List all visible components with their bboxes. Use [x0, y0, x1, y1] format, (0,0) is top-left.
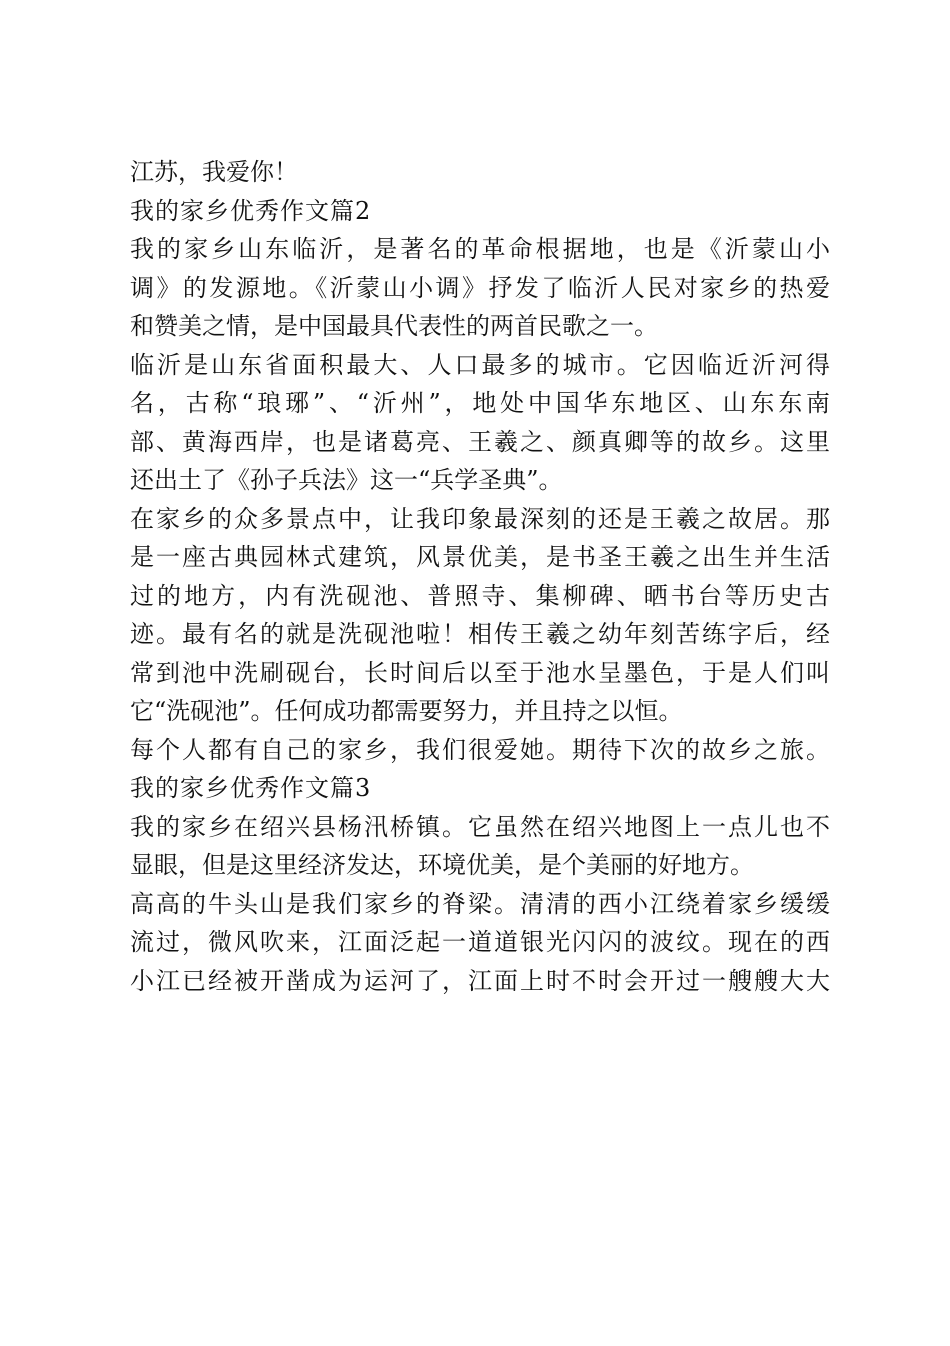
text-line: 临沂是山东省面积最大、人口最多的城市。它因临近沂河得	[130, 350, 830, 379]
text-line: 过的地方，内有洗砚池、普照寺、集柳碑、晒书台等历史古	[130, 581, 830, 610]
text-line: 我的家乡在绍兴县杨汛桥镇。它虽然在绍兴地图上一点儿也不	[130, 812, 830, 841]
document-body	[130, 153, 830, 1000]
text-line: 流过，微风吹来，江面泛起一道道银光闪闪的波纹。现在的西	[130, 928, 830, 956]
text-line: 显眼，但是这里经济发达，环境优美，是个美丽的好地方。	[130, 851, 754, 879]
text-line: 江苏，我爱你！	[130, 158, 298, 186]
text-line: 和赞美之情，是中国最具代表性的两首民歌之一。	[130, 312, 658, 340]
text-line: 它“洗砚池”。任何成功都需要努力，并且持之以恒。	[130, 697, 683, 725]
text-line: 名，古称“琅琊”、“沂州”，地处中国华东地区、山东东南	[130, 389, 830, 417]
text-line: 我的家乡山东临沂，是著名的革命根据地，也是《沂蒙山小	[130, 235, 830, 263]
text-line: 迹。最有名的就是洗砚池啦！相传王羲之幼年刻苦练字后，经	[130, 620, 830, 648]
text-line: 在家乡的众多景点中，让我印象最深刻的还是王羲之故居。那	[130, 504, 830, 533]
text-line: 每个人都有自己的家乡，我们很爱她。期待下次的故乡之旅。	[130, 735, 830, 764]
section-heading: 我的家乡优秀作文篇3	[130, 774, 372, 802]
section-heading: 我的家乡优秀作文篇2	[130, 196, 372, 225]
text-line: 是一座古典园林式建筑，风景优美，是书圣王羲之出生并生活	[130, 543, 830, 571]
text-line: 小江已经被开凿成为运河了，江面上时不时会开过一艘艘大大	[130, 966, 830, 995]
text-line: 部、黄海西岸，也是诸葛亮、王羲之、颜真卿等的故乡。这里	[130, 427, 830, 456]
text-line: 还出土了《孙子兵法》这一“兵学圣典”。	[130, 466, 563, 494]
text-line: 调》的发源地。《沂蒙山小调》抒发了临沂人民对家乡的热爱	[130, 273, 830, 302]
text-line: 高高的牛头山是我们家乡的脊梁。清清的西小江绕着家乡缓缓	[130, 889, 830, 918]
text-line: 常到池中洗刷砚台，长时间后以至于池水呈墨色，于是人们叫	[130, 658, 830, 687]
